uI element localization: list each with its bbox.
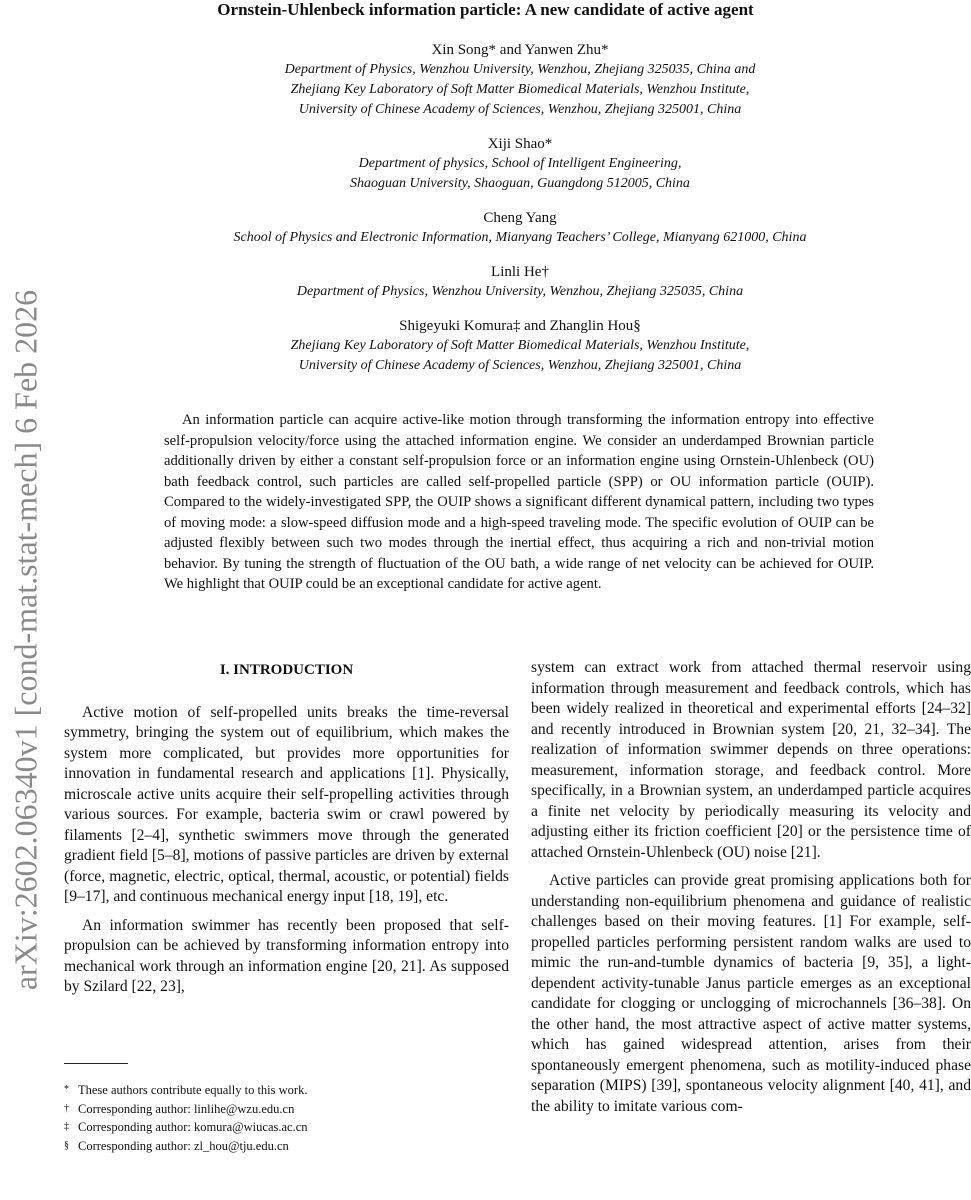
affiliation-line: Department of Physics, Wenzhou University, Wenzhou, Zhejiang 325035, China xyxy=(296,284,744,299)
author-names: Shigeyuki Komura‡ and Zhanglin Hou§ xyxy=(399,318,641,334)
author-names: Cheng Yang xyxy=(483,210,557,226)
author-names: Xiji Shao* xyxy=(487,136,553,152)
footnote-text: Corresponding author: linlihe@wzu.edu.cn xyxy=(78,1101,295,1116)
footnote-mark: * xyxy=(64,1084,69,1095)
affiliation-line: University of Chinese Academy of Sciences, Wenzhou, Zhejiang 325001, China xyxy=(298,358,742,373)
affiliation-line: Department of Physics, Wenzhou University, Wenzhou, Zhejiang 325035, China and xyxy=(284,62,756,77)
footnote-mark: ‡ xyxy=(64,1121,69,1132)
right-column xyxy=(531,658,971,1125)
footnote-mark: § xyxy=(64,1139,69,1151)
paragraph: An information swimmer has recently been proposed that self-propulsion can be achieved by transforming information entropy into mechanical work through an information engine [20, 21]. As supposed by Szilard [22, 23], xyxy=(64,916,509,995)
footnotes xyxy=(64,1081,504,1155)
affiliation-line: Zhejiang Key Laboratory of Soft Matter Biomedical Materials, Wenzhou Institute, xyxy=(290,338,750,353)
footnote-rule xyxy=(64,1063,128,1064)
footnote-text: Corresponding author: komura@wiucas.ac.cn xyxy=(78,1120,308,1134)
arxiv-id: arXiv:2602.06340v1 [cond-mat.stat-mech] 6 Feb 2026 xyxy=(7,289,44,991)
footnote-mark: † xyxy=(64,1102,69,1114)
paragraph: Active particles can provide great promising applications both for understanding non-equilibrium phenomena and guidance of realistic challenges based on their moving features. [1] For example, self-propelled particles performing persistent random walks are used to mimic the run-and-tumble dynamics of bacteria [9, 35], a light-dependent activity-tunable Janus particle emerges as an exceptional candidate for clogging or unclogging of microchannels [36–38]. On the other hand, the most attractive aspect of active matter systems, which has gained widespread attention, arises from their spontaneously emergent phenomena, such as motility-induced phase separation (MIPS) [39], spontaneous velocity alignment [40, 41], and the ability to imitate various com- xyxy=(531,872,971,1115)
affiliation-line: University of Chinese Academy of Sciences, Wenzhou, Zhejiang 325001, China xyxy=(298,102,742,117)
affiliation-line: School of Physics and Electronic Information, Mianyang Teachers’ College, Mianyang 621000, China xyxy=(233,230,807,245)
footnote-text: Corresponding author: zl_hou@tju.edu.cn xyxy=(78,1138,289,1153)
affiliation-line: Zhejiang Key Laboratory of Soft Matter Biomedical Materials, Wenzhou Institute, xyxy=(290,82,750,97)
affiliation-line: Department of physics, School of Intelligent Engineering, xyxy=(358,156,682,171)
arxiv-stamp xyxy=(6,210,46,1070)
abstract: An information particle can acquire active-like motion through transforming the information entropy into effective self-propulsion velocity/force using the attached information engine. We consider an underdamped Brownian particle additionally driven by either a constant self-propulsion force or an information engine using Ornstein-Uhlenbeck (OU) bath feedback control, such particles are called self-propelled particle (SPP) or OU information particle (OUIP). Compared to the widely-investigated SPP, the OUIP shows a significant different dynamical pattern, including two types of moving mode: a slow-speed diffusion mode and a high-speed traveling mode. The specific evolution of OUIP can be adjusted flexibly between such two modes through the inertial effect, thus acquiring a rich and non-trivial motion behavior. By tuning the strength of fluctuation of the OU bath, a wide range of net velocity can be achieved for OUIP. We highlight that OUIP could be an exceptional candidate for active agent. xyxy=(164,412,874,592)
paragraph: system can extract work from attached thermal reservoir using information through measurement and feedback controls, which has been widely realized in theoretical and experimental efforts [24–32] and recently introduced in Brownian system [20, 21, 32–34]. The realization of information swimmer depends on three operations: measurement, information storage, and feedback control. More specifically, in a Brownian system, an underdamped particle acquires a finite net velocity by periodically measuring its velocity and adjusting either its friction coefficient [20] or the persistence time of attached Ornstein-Uhlenbeck (OU) noise [21]. xyxy=(531,659,971,861)
paper-title: Ornstein-Uhlenbeck information particle: A new candidate of active agent xyxy=(217,0,754,19)
footnote xyxy=(64,1100,504,1119)
left-column xyxy=(64,650,509,1006)
footnote-text: These authors contribute equally to this work. xyxy=(78,1083,308,1097)
footnote xyxy=(64,1137,504,1156)
section-heading: I. INTRODUCTION xyxy=(219,662,354,678)
footnote xyxy=(64,1118,504,1137)
footnote xyxy=(64,1081,504,1100)
paragraph: Active motion of self-propelled units breaks the time-reversal symmetry, bringing the system out of equilibrium, which makes the system more complicated, but provides more opportunities for innovation in fundamental research and applications [1]. Physically, microscale active units acquire their self-propelling activities through various sources. For example, bacteria swim or crawl powered by filaments [2–4], synthetic swimmers move through the generated gradient field [5–8], motions of passive particles are driven by external (force, magnetic, electric, optical, thermal, acoustic, or potential) fields [9–17], and continuous mechanical energy input [18, 19], etc. xyxy=(64,703,509,905)
author-names: Xin Song* and Yanwen Zhu* xyxy=(431,42,609,58)
affiliation-line: Shaoguan University, Shaoguan, Guangdong 512005, China xyxy=(350,176,690,191)
author-block xyxy=(110,40,930,376)
author-names: Linli He† xyxy=(491,264,549,280)
